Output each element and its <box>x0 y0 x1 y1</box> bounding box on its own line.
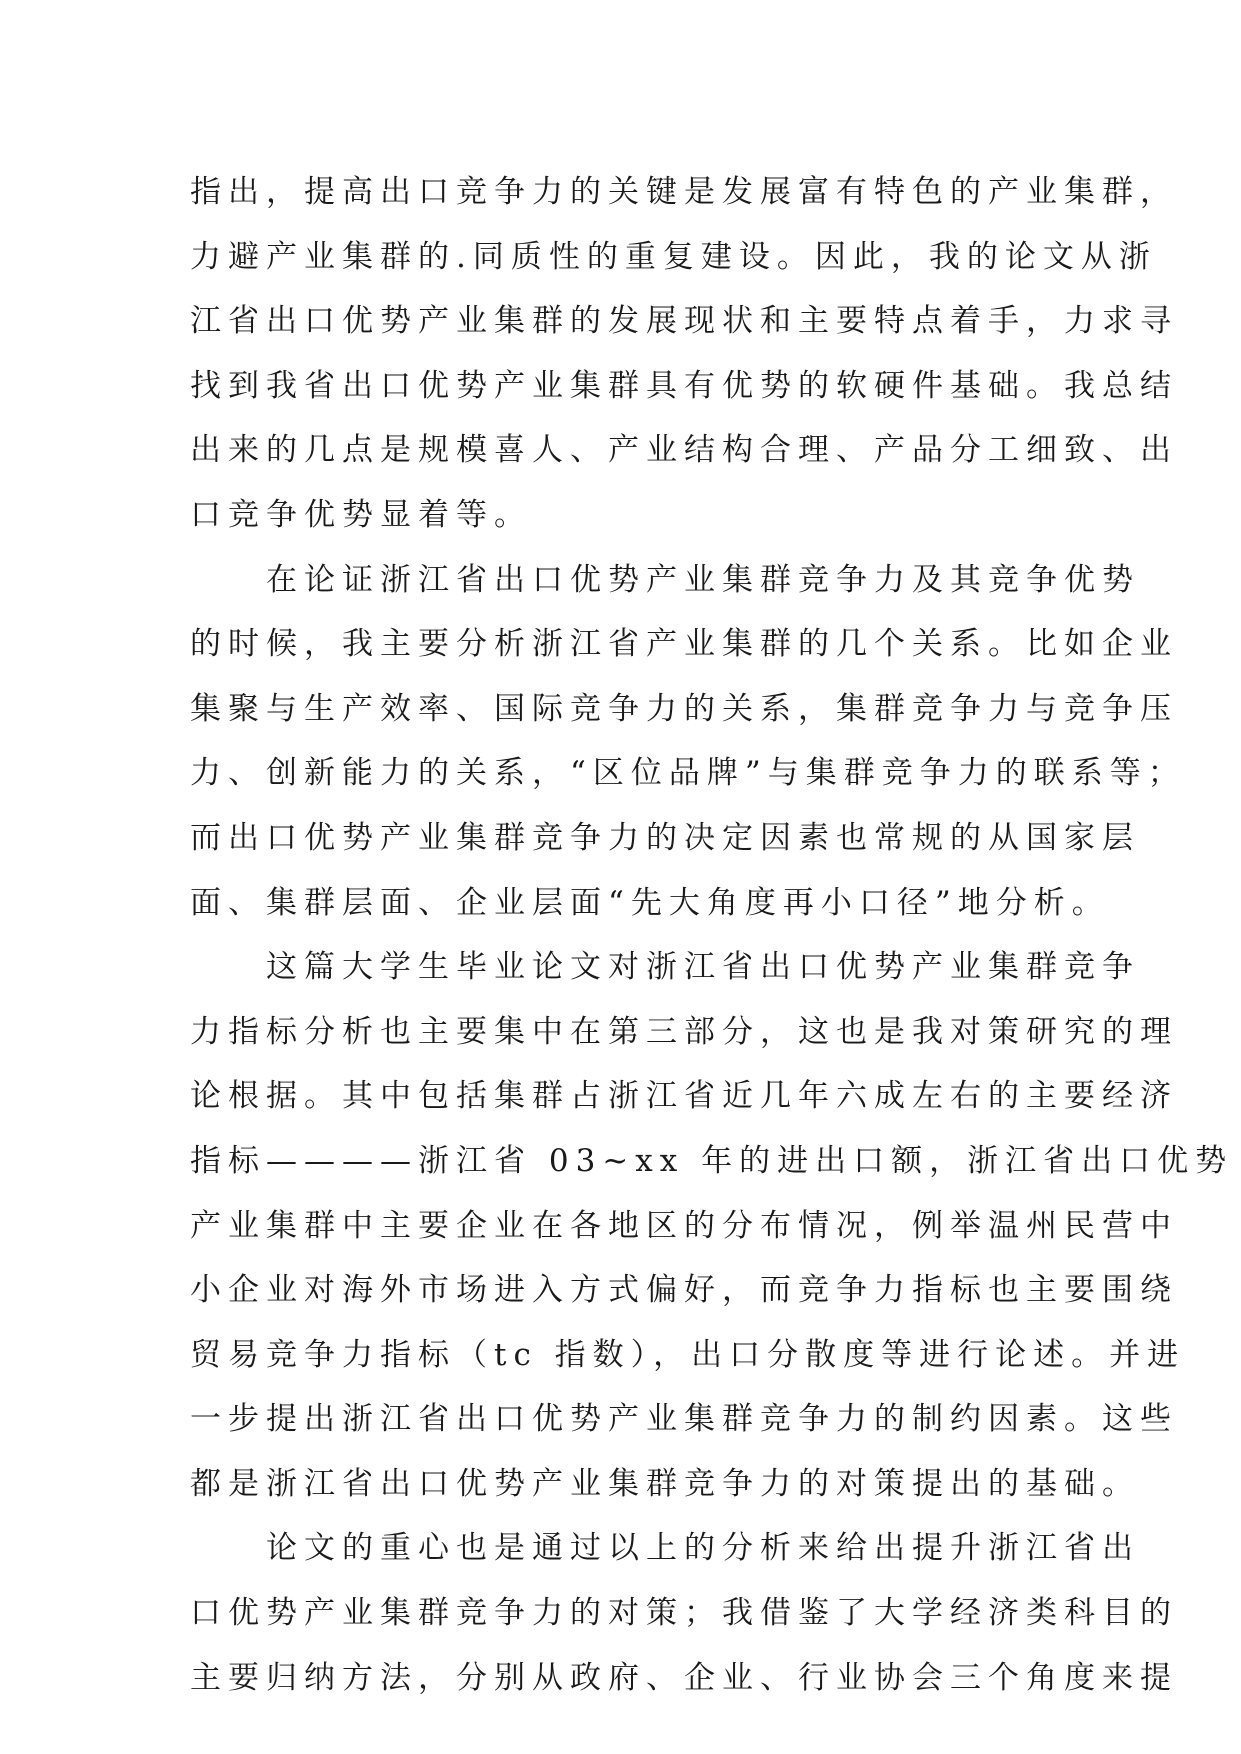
text-line: 指出，提高出口竞争力的关键是发展富有特色的产业集群， <box>190 174 1178 210</box>
text-line: 论根据。其中包括集群占浙江省近几年六成左右的主要经济 <box>190 1078 1178 1115</box>
text-line: 集聚与生产效率、国际竞争力的关系，集群竞争力与竞争压 <box>190 690 1178 727</box>
text-line: 小企业对海外市场进入方式偏好，而竞争力指标也主要围绕 <box>190 1272 1178 1309</box>
text-line: 在论证浙江省出口优势产业集群竞争力及其竞争优势 <box>190 561 1140 598</box>
text-line: 口优势产业集群竞争力的对策；我借鉴了大学经济类科目的 <box>190 1595 1178 1632</box>
text-line: 找到我省出口优势产业集群具有优势的软硬件基础。我总结 <box>190 367 1178 404</box>
text-line: 产业集群中主要企业在各地区的分布情况，例举温州民营中 <box>190 1207 1178 1244</box>
text-line: 这篇大学生毕业论文对浙江省出口优势产业集群竞争 <box>190 949 1140 986</box>
text-line: 口竞争优势显着等。 <box>190 496 532 533</box>
text-line: 而出口优势产业集群竞争力的决定因素也常规的从国家层 <box>190 819 1140 856</box>
text-line: 主要归纳方法，分别从政府、企业、行业协会三个角度来提 <box>190 1659 1178 1696</box>
text-line: 力避产业集群的.同质性的重复建设。因此，我的论文从浙 <box>190 238 1157 275</box>
text-line: 论文的重心也是通过以上的分析来给出提升浙江省出 <box>190 1530 1140 1567</box>
text-line: 面、集群层面、企业层面“先大角度再小口径”地分析。 <box>190 884 1110 921</box>
text-line: 都是浙江省出口优势产业集群竞争力的对策提出的基础。 <box>190 1465 1140 1502</box>
text-line: 一步提出浙江省出口优势产业集群竞争力的制约因素。这些 <box>190 1401 1178 1438</box>
text-line: 指标————浙江省 03~xx 年的进出口额，浙江省出口优势 <box>190 1142 1234 1179</box>
body-text <box>190 160 1234 1710</box>
text-line: 贸易竞争力指标（tc 指数），出口分散度等进行论述。并进 <box>190 1336 1186 1373</box>
text-line: 的时候，我主要分析浙江省产业集群的几个关系。比如企业 <box>190 626 1178 663</box>
text-line: 出来的几点是规模喜人、产业结构合理、产品分工细致、出 <box>190 432 1178 469</box>
text-line: 力指标分析也主要集中在第三部分，这也是我对策研究的理 <box>190 1013 1178 1050</box>
text-line: 江省出口优势产业集群的发展现状和主要特点着手，力求寻 <box>190 303 1178 340</box>
text-line: 力、创新能力的关系，“区位品牌”与集群竞争力的联系等； <box>190 755 1186 792</box>
